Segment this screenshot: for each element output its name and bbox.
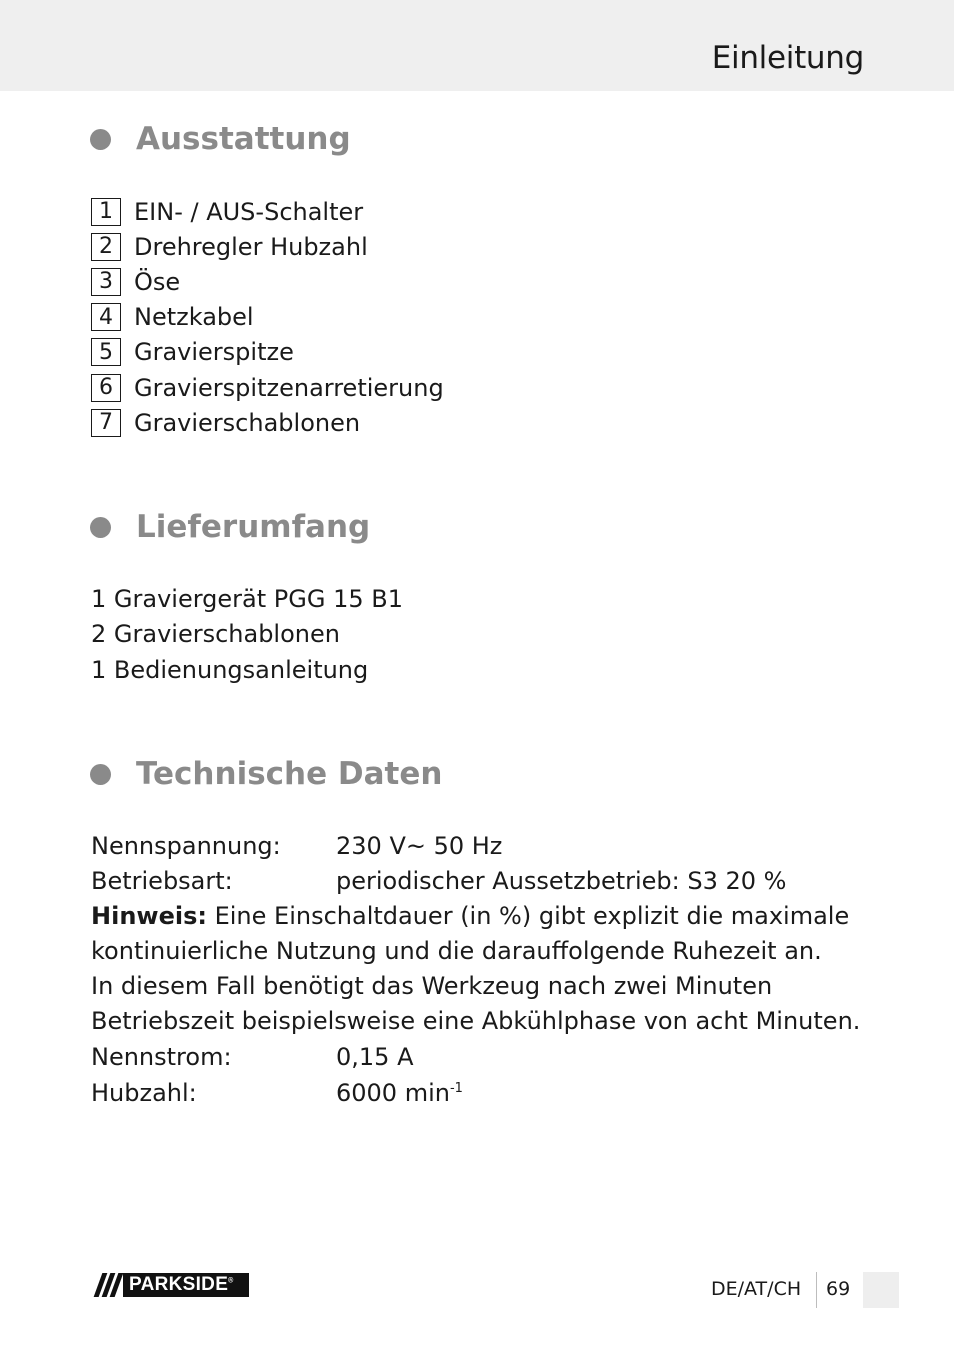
spec-label: Nennspannung:	[91, 831, 281, 860]
part-label: Gravierschablonen	[134, 408, 361, 437]
spec-row	[91, 1040, 871, 1075]
list-item	[91, 194, 444, 229]
bullet-icon	[90, 764, 111, 785]
section-heading-ausstattung	[90, 119, 351, 159]
list-item	[91, 300, 444, 335]
part-number-box: 1	[91, 198, 121, 226]
spec-value	[336, 1079, 463, 1107]
part-number-box: 5	[91, 338, 121, 366]
hubzahl-exponent: -1	[449, 1080, 463, 1096]
section-heading-technische-daten	[90, 754, 442, 794]
spec-row	[91, 863, 871, 898]
section-heading-lieferumfang	[90, 507, 370, 547]
spec-value: 0,15 A	[336, 1043, 414, 1072]
bullet-icon	[90, 129, 111, 150]
part-number-box: 4	[91, 303, 121, 331]
list-item	[91, 264, 444, 299]
brand-text: PARKSIDE	[129, 1274, 229, 1295]
hubzahl-value: 6000 min	[336, 1078, 450, 1107]
spec-value: periodischer Aussetzbetrieb: S3 20 %	[336, 866, 787, 895]
part-number-box: 2	[91, 233, 121, 261]
parts-list	[91, 194, 444, 440]
list-item: 1 Bedienungsanleitung	[91, 655, 369, 684]
list-item	[91, 405, 444, 440]
parkside-logo	[91, 1273, 249, 1297]
footer-divider	[816, 1272, 817, 1308]
part-label: Öse	[134, 267, 181, 296]
list-item	[91, 229, 444, 264]
bullet-icon	[90, 517, 111, 538]
spec-row	[91, 1075, 871, 1110]
part-number-box: 3	[91, 268, 121, 296]
part-number-box: 7	[91, 409, 121, 437]
logo-slashes-icon	[91, 1273, 123, 1297]
note-paragraph-2: In diesem Fall benötigt das Werkzeug nach zwei Minuten Betriebszeit beispielsweise eine Abkühlphase von acht Minuten.	[91, 972, 861, 1036]
section-title: Lieferumfang	[136, 509, 371, 545]
spec-label: Betriebsart:	[91, 866, 233, 895]
part-label: Gravierspitze	[134, 338, 294, 367]
brand-name	[123, 1274, 234, 1296]
part-label: Drehregler Hubzahl	[134, 232, 368, 261]
language-code: DE/AT/CH	[711, 1278, 802, 1300]
tech-specs	[91, 828, 871, 1110]
footer-tab	[863, 1272, 899, 1308]
list-item	[91, 335, 444, 370]
spec-value: 230 V~ 50 Hz	[336, 831, 503, 860]
part-number-box: 6	[91, 374, 121, 402]
part-label: Netzkabel	[134, 303, 254, 332]
section-title: Ausstattung	[136, 121, 351, 157]
section-title: Technische Daten	[136, 756, 443, 792]
part-label: EIN- / AUS-Schalter	[134, 197, 364, 226]
spec-row	[91, 828, 871, 863]
spec-label: Nennstrom:	[91, 1043, 232, 1072]
spec-label: Hubzahl:	[91, 1078, 197, 1107]
note-text: Eine Einschaltdauer (in %) gibt explizit die maximale kontinuierliche Nutzung und die darauffolgende Ruhezeit an.	[91, 901, 850, 965]
part-label: Gravierspitzenarretierung	[134, 373, 444, 402]
chapter-title: Einleitung	[711, 40, 864, 76]
note-paragraph	[91, 899, 871, 970]
list-item: 1 Graviergerät PGG 15 B1	[91, 584, 403, 613]
note-label: Hinweis:	[91, 901, 207, 930]
delivery-list	[91, 581, 403, 688]
brand-registered-mark: ®	[228, 1277, 234, 1285]
list-item: 2 Gravierschablonen	[91, 620, 340, 649]
page-number: 69	[826, 1278, 851, 1300]
list-item	[91, 370, 444, 405]
